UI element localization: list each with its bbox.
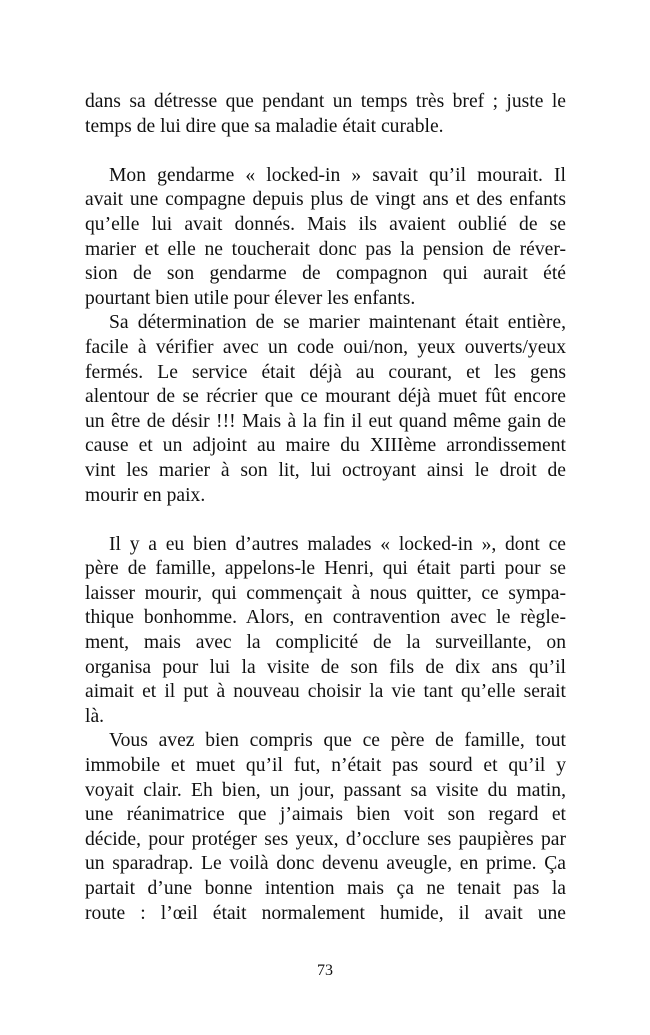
text-line: sion de son gendarme de compagnon qui aurait été — [85, 263, 566, 285]
text-line: qu’elle lui avait donnés. Mais ils avaient oublié de se — [85, 213, 566, 235]
text-line: un sparadrap. Le voilà donc devenu aveugle, en prime. Ça — [85, 853, 566, 875]
text-line: cause et un adjoint au maire du XIIIème arrondissement — [85, 435, 566, 457]
text-line: organisa pour lui la visite de son fils de dix ans qu’il — [85, 656, 566, 678]
text-line: pourtant bien utile pour élever les enfants. — [85, 287, 416, 309]
text-line: vint les marier à son lit, lui octroyant ainsi le droit de — [85, 459, 566, 481]
text-line: décide, pour protéger ses yeux, d’occlure ses paupières par — [85, 828, 566, 850]
text-line: fermés. Le service était déjà au courant, et les gens — [85, 361, 566, 383]
text-line: mourir en paix. — [85, 484, 206, 506]
page-body-text — [85, 90, 566, 926]
text-line: Il y a eu bien d’autres malades « locked-in », dont ce — [109, 533, 566, 555]
paragraph — [85, 164, 566, 312]
paragraph-spacer — [85, 508, 566, 533]
text-line: partait d’une bonne intention mais ça ne tenait pas la — [85, 878, 566, 899]
text-line: avait une compagne depuis plus de vingt ans et des enfants — [85, 189, 566, 211]
text-line: Vous avez bien compris que ce père de famille, tout — [109, 730, 566, 752]
text-line: marier et elle ne toucherait donc pas la pension de réver- — [85, 238, 566, 260]
text-line: une réanimatrice que j’aimais bien voit son regard et — [85, 804, 566, 826]
paragraph-spacer — [85, 139, 566, 164]
text-line: alentour de se récrier que ce mourant déjà muet fût encore — [85, 386, 566, 408]
paragraph — [85, 533, 566, 730]
paragraph — [85, 90, 566, 139]
text-line: route : l’œil était normalement humide, il avait une — [85, 902, 566, 924]
text-line: voyait clair. Eh bien, un jour, passant sa visite du matin, — [85, 779, 566, 801]
paragraph — [85, 729, 566, 926]
text-line: dans sa détresse que pendant un temps très bref ; juste le — [85, 91, 566, 112]
text-line: immobile et muet qu’il fut, n’était pas sourd et qu’il y — [85, 755, 566, 777]
text-line: laisser mourir, qui commençait à nous quitter, ce sympa- — [85, 582, 566, 604]
paragraph — [85, 311, 566, 508]
text-line: là. — [85, 705, 105, 727]
text-line: un être de désir !!! Mais à la fin il eut quand même gain de — [85, 410, 566, 432]
text-line: facile à vérifier avec un code oui/non, yeux ouverts/yeux — [85, 336, 566, 358]
text-line: père de famille, appelons-le Henri, qui était parti pour se — [85, 558, 566, 580]
text-line: Sa détermination de se marier maintenant était entière, — [109, 312, 566, 334]
text-line: aimait et il put à nouveau choisir la vie tant qu’elle serait — [85, 681, 566, 703]
text-line: ment, mais avec la complicité de la surveillante, on — [85, 632, 566, 654]
text-line: Mon gendarme « locked-in » savait qu’il mourait. Il — [109, 164, 566, 186]
text-line: temps de lui dire que sa maladie était curable. — [85, 115, 444, 137]
page-number: 73 — [317, 962, 333, 979]
text-line: thique bonhomme. Alors, en contravention avec le règle- — [85, 607, 566, 629]
